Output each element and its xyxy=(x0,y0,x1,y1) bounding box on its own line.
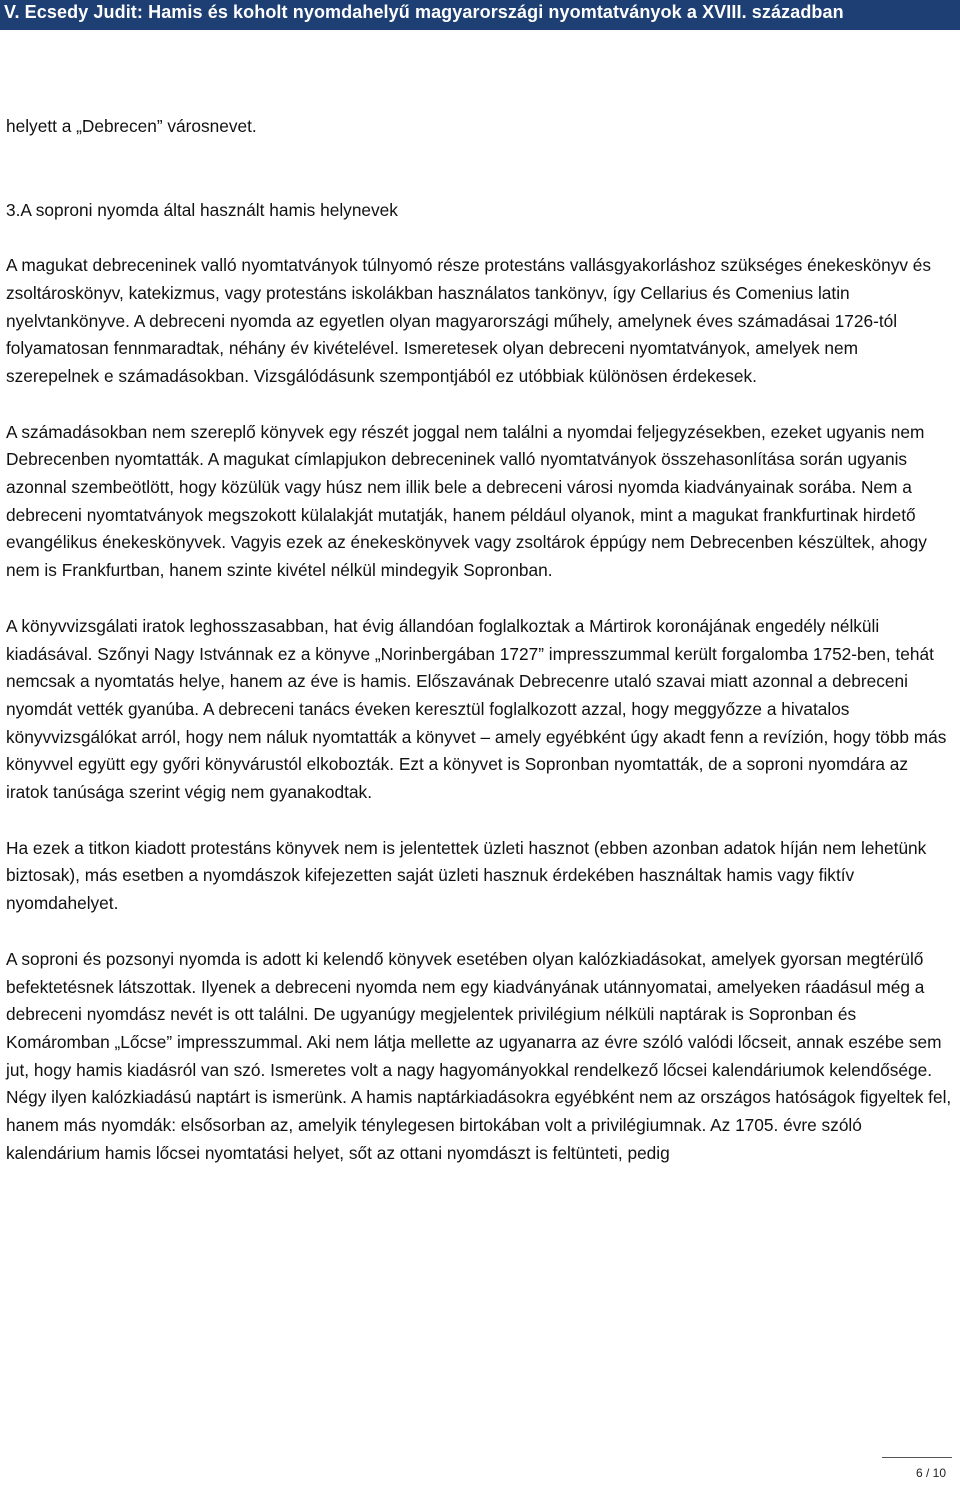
paragraph: A könyvvizsgálati iratok leghosszasabban, hat évig állandóan foglalkoztak a Mártirok koronájának engedély nélküli kiadásával. Szőnyi Nagy Istvánnak ez a könyve „Norinbergában 1727” impresszummal került forgalomba 1752-ben, tehát nemcsak a nyomtatás helye, hanem az éve is hamis. Előszavának Debrecenre utaló szavai miatt azonnal a debreceni nyomdát vették gyanúba. A debreceni tanács éveken keresztül foglalkozott azzal, hogy meggyőzze a hivatalos könyvvizsgálókat arról, hogy nem náluk nyomtatták a könyvet – amely egyébként úgy akadt fenn a revízión, hogy több más könyvvel együtt egy győri könyvárustól elkobozták. Ezt a könyvet is Sopronban nyomtatták, de a soproni nyomdára az iratok tanúsága szerint végig nem gyanakodtak. xyxy=(6,615,947,803)
paragraph: A számadásokban nem szereplő könyvek egy részét joggal nem találni a nyomdai feljegyzésekben, ezeket ugyanis nem Debrecenben nyomtatták. A magukat címlapjukon debreceninek valló nyomtatványok összehasonlítása során ugyanis azonnal szembeötlött, hogy közülük vagy húsz nem illik bele a debreceni városi nyomda kiadványainak sorába. Nem a debreceni nyomtatványok megszokott külalakját mutatják, hanem például olyanok, mint a magukat frankfurtinak hirdető evangélikus énekeskönyvek. Vagyis ezek az énekeskönyvek vagy zsoltárok éppúgy nem Debrecenben készültek, ahogy nem is Frankfurtban, hanem szinte kivétel nélkül mindegyik Sopronban. xyxy=(6,421,927,581)
document-body xyxy=(6,113,954,1167)
document-title: V. Ecsedy Judit: Hamis és koholt nyomdahelyű magyarországi nyomtatványok a XVIII. században xyxy=(4,2,844,22)
paragraph: Ha ezek a titkon kiadott protestáns könyvek nem is jelentettek üzleti hasznot (ebben azonban adatok híján nem lehetünk biztosak), más esetben a nyomdászok kifejezetten saját üzleti hasznuk érdekében használtak hamis vagy fiktív nyomdahelyet. xyxy=(6,837,927,914)
paragraph: A soproni és pozsonyi nyomda is adott ki kelendő könyvek esetében olyan kalózkiadásokat, amelyek gyorsan megtérülő befektetésnek látszottak. Ilyenek a debreceni nyomda nem egy kiadványának utánnyomatai, amelyeken ráadásul még a debreceni nyomdász nevét is ott találni. De ugyanúgy megjelentek privilégium nélküli naptárak is Sopronban és Komáromban „Lőcse” impresszummal. Aki nem látja mellette az ugyanarra az évre szóló valódi lőcseit, annak eszébe sem jut, hogy hamis kiadásról van szó. Ismeretes volt a nagy hagyományokkal rendelkező lőcsei kalendáriumok kelendősége. Négy ilyen kalózkiadású naptárt is ismerünk. A hamis naptárkiadásokra egyébként nem az országos hatóságok figyeltek fel, hanem más nyomdák: elsősorban az, amelyik ténylegesen birtokában volt a privilégiumnak. Az 1705. évre szóló kalendárium hamis lőcsei nyomtatási helyet, sőt az ottani nyomdászt is feltünteti, pedig xyxy=(6,948,952,1163)
header-bar xyxy=(0,0,960,30)
footer-divider xyxy=(882,1457,952,1458)
page-number: 6 / 10 xyxy=(915,1466,946,1480)
paragraph: A magukat debreceninek valló nyomtatványok túlnyomó része protestáns vallásgyakorláshoz szükséges énekeskönyv és zsoltároskönyv, katekizmus, vagy protestáns iskolákban használatos tankönyv, így Cellarius és Comenius latin nyelvtankönyve. A debreceni nyomda az egyetlen olyan magyarországi műhely, amelynek éves számadásai 1726-tól folyamatosan fennmaradtak, néhány év kivételével. Ismeretesek olyan debreceni nyomtatványok, amelyek nem szerepelnek e számadásokban. Vizsgálódásunk szempontjából ez utóbbiak különösen érdekesek. xyxy=(6,255,932,386)
paragraph-continuation: helyett a „Debrecen” városnevet. xyxy=(6,116,257,136)
section-heading: 3.A soproni nyomda által használt hamis helynevek xyxy=(6,199,398,220)
